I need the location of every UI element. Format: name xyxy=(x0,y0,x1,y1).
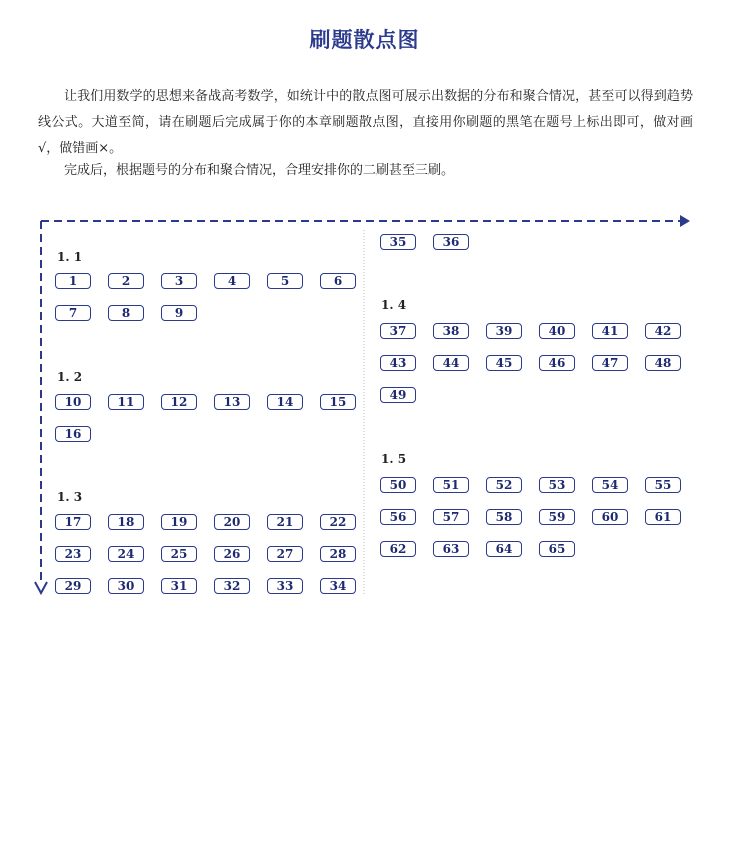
question-number-box[interactable]: 18 xyxy=(108,514,144,530)
question-number-box[interactable]: 6 xyxy=(320,273,356,289)
question-number-box[interactable]: 7 xyxy=(55,305,91,321)
question-number-box[interactable]: 28 xyxy=(320,546,356,562)
intro-paragraph: 让我们用数学的思想来备战高考数学，如统计中的散点图可展示出数据的分布和聚合情况，甚至可以得到趋势线公式。大道至简，请在刷题后完成属于你的本章刷题散点图，直接用你刷题的黑笔在题号上标出即可，做对画√，做错画×。 xyxy=(38,89,693,156)
question-number-box[interactable]: 20 xyxy=(214,514,250,530)
question-number-box[interactable]: 43 xyxy=(380,355,416,371)
right-arrow-head-icon xyxy=(680,215,690,227)
question-number-box[interactable]: 3 xyxy=(161,273,197,289)
question-number-box[interactable]: 39 xyxy=(486,323,522,339)
question-number-box[interactable]: 38 xyxy=(433,323,469,339)
section-label: 1. 4 xyxy=(381,298,407,312)
question-number-box[interactable]: 11 xyxy=(108,394,144,410)
question-number-box[interactable]: 54 xyxy=(592,477,628,493)
question-number-box[interactable]: 21 xyxy=(267,514,303,530)
question-number-box[interactable]: 58 xyxy=(486,509,522,525)
question-number-box[interactable]: 51 xyxy=(433,477,469,493)
followup-paragraph: 完成后，根据题号的分布和聚合情况，合理安排你的二刷甚至三刷。 xyxy=(64,163,455,178)
question-number-box[interactable]: 14 xyxy=(267,394,303,410)
question-number-box[interactable]: 56 xyxy=(380,509,416,525)
question-number-box[interactable]: 13 xyxy=(214,394,250,410)
question-number-box[interactable]: 8 xyxy=(108,305,144,321)
section-label: 1. 5 xyxy=(381,452,407,466)
question-number-box[interactable]: 19 xyxy=(161,514,197,530)
question-number-box[interactable]: 42 xyxy=(645,323,681,339)
question-number-box[interactable]: 45 xyxy=(486,355,522,371)
question-number-box[interactable]: 4 xyxy=(214,273,250,289)
question-number-box[interactable]: 44 xyxy=(433,355,469,371)
section-label: 1. 1 xyxy=(57,250,83,264)
question-number-box[interactable]: 16 xyxy=(55,426,91,442)
question-number-box[interactable]: 47 xyxy=(592,355,628,371)
question-number-box[interactable]: 10 xyxy=(55,394,91,410)
question-number-box[interactable]: 29 xyxy=(55,578,91,594)
question-number-box[interactable]: 12 xyxy=(161,394,197,410)
question-number-box[interactable]: 32 xyxy=(214,578,250,594)
question-number-box[interactable]: 25 xyxy=(161,546,197,562)
section-label: 1. 2 xyxy=(57,370,83,384)
page-title: 刷题散点图 xyxy=(309,28,420,52)
question-number-box[interactable]: 40 xyxy=(539,323,575,339)
question-number-box[interactable]: 27 xyxy=(267,546,303,562)
question-number-box[interactable]: 55 xyxy=(645,477,681,493)
section-label: 1. 3 xyxy=(57,490,83,504)
question-number-box[interactable]: 23 xyxy=(55,546,91,562)
question-number-box[interactable]: 49 xyxy=(380,387,416,403)
question-number-box[interactable]: 60 xyxy=(592,509,628,525)
question-number-box[interactable]: 34 xyxy=(320,578,356,594)
question-number-box[interactable]: 9 xyxy=(161,305,197,321)
question-number-box[interactable]: 1 xyxy=(55,273,91,289)
question-number-box[interactable]: 22 xyxy=(320,514,356,530)
question-number-box[interactable]: 31 xyxy=(161,578,197,594)
question-number-box[interactable]: 57 xyxy=(433,509,469,525)
question-number-box[interactable]: 5 xyxy=(267,273,303,289)
question-number-box[interactable]: 2 xyxy=(108,273,144,289)
question-number-box[interactable]: 65 xyxy=(539,541,575,557)
question-number-box[interactable]: 62 xyxy=(380,541,416,557)
question-number-box[interactable]: 26 xyxy=(214,546,250,562)
question-number-box[interactable]: 36 xyxy=(433,234,469,250)
question-number-box[interactable]: 63 xyxy=(433,541,469,557)
question-number-box[interactable]: 46 xyxy=(539,355,575,371)
question-number-box[interactable]: 37 xyxy=(380,323,416,339)
question-number-box[interactable]: 30 xyxy=(108,578,144,594)
question-number-box[interactable]: 33 xyxy=(267,578,303,594)
question-number-box[interactable]: 59 xyxy=(539,509,575,525)
question-number-box[interactable]: 61 xyxy=(645,509,681,525)
question-number-box[interactable]: 15 xyxy=(320,394,356,410)
question-number-box[interactable]: 41 xyxy=(592,323,628,339)
question-number-box[interactable]: 17 xyxy=(55,514,91,530)
question-number-box[interactable]: 53 xyxy=(539,477,575,493)
question-number-box[interactable]: 35 xyxy=(380,234,416,250)
question-number-box[interactable]: 52 xyxy=(486,477,522,493)
question-number-box[interactable]: 50 xyxy=(380,477,416,493)
question-number-box[interactable]: 24 xyxy=(108,546,144,562)
question-number-box[interactable]: 64 xyxy=(486,541,522,557)
question-number-box[interactable]: 48 xyxy=(645,355,681,371)
down-arrow-head-icon xyxy=(35,582,47,593)
